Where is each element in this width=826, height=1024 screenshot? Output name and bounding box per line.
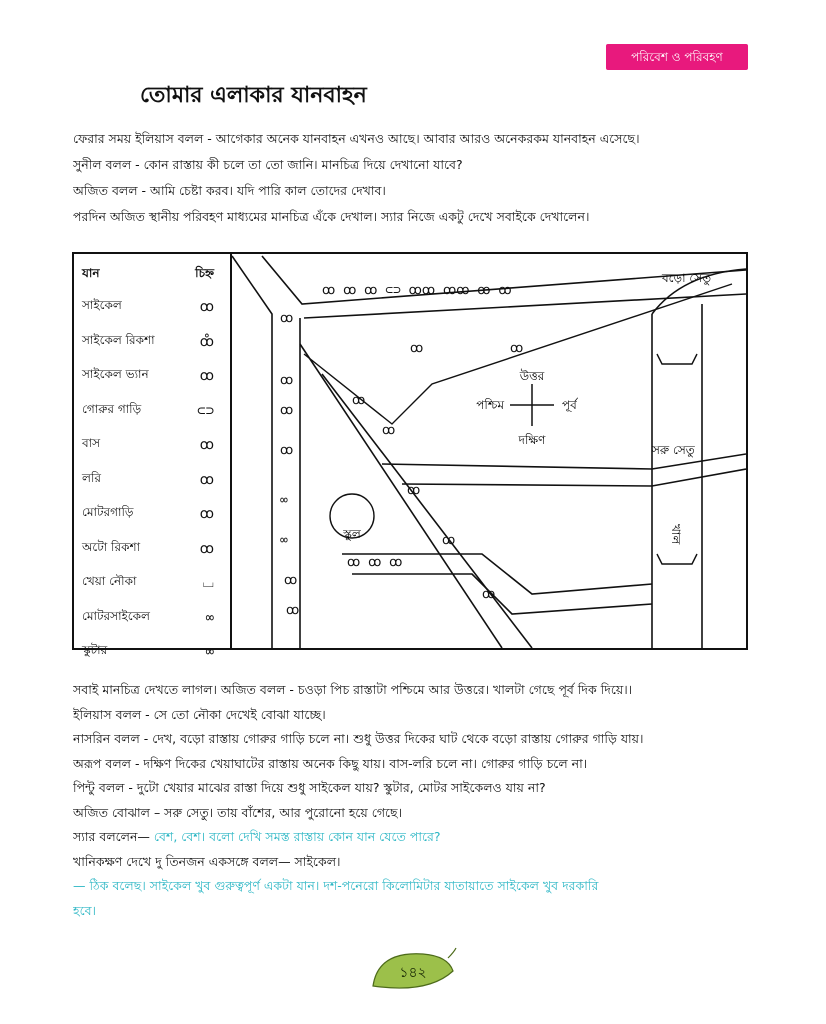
bus-icon: ꝏ (199, 437, 214, 454)
page-number: ১৪২ (399, 965, 427, 981)
vehicle-symbols-west: ∞ (280, 533, 288, 548)
dialogue-line: অজিত বোঝাল – সরু সেতু। তায় বাঁশের, আর পুরোনো হয়ে গেছে। (73, 804, 403, 820)
chapter-tag: পরিবেশ ও পরিবহণ (606, 44, 748, 70)
vehicle-symbols-west: ꝏ (280, 403, 294, 418)
legend-item-label: সাইকেল রিকশা (82, 332, 155, 347)
compass-south: দক্ষিণ (518, 433, 546, 447)
legend-item (82, 428, 222, 463)
page-number-leaf (368, 946, 458, 996)
vehicle-symbols-west: ꝏ (280, 443, 294, 458)
legend-item-label: গোরুর গাড়ি (82, 401, 142, 416)
big-bridge-label: বড়ো সেতু (662, 271, 712, 285)
vehicle-symbols-mid: ꝏ (510, 341, 524, 356)
legend-item (82, 325, 222, 360)
motorcycle-icon: ∞ (205, 609, 214, 626)
legend-item (82, 635, 222, 670)
dialogue-line: পিন্টু বলল - দুটো খেয়ার মাঝের রাস্তা দিয়ে শুধু সাইকেল যায়? স্কুটার, মোটর সাইকেলও যায় না? (73, 780, 546, 795)
legend-item-label: খেয়া নৌকা (82, 574, 137, 589)
dialogue-text (73, 678, 793, 923)
dialogue-line: ইলিয়াস বলল - সে তো নৌকা দেখেই বোঝা যাচ্ছে। (73, 706, 326, 722)
vehicle-symbols-west: ∞ (280, 493, 288, 508)
compass-north: উত্তর (519, 369, 545, 383)
dialogue-line: খানিকক্ষণ দেখে দু তিনজন একসঙ্গে বলল— সাইকেল। (73, 853, 341, 869)
legend-item (82, 532, 222, 567)
map-legend (74, 254, 232, 661)
school-label: স্কুল (343, 527, 361, 541)
legend-header-symbol: চিহ্ন (195, 266, 214, 280)
intro-line: পরদিন অজিত স্থানীয় পরিবহণ মাধ্যমের মানচিত্র এঁকে দেখাল। স্যার নিজে একটু দেখে সবাইকে দেখালেন। (73, 209, 590, 224)
lorry-icon: ꝏ (199, 471, 214, 488)
compass-west: পশ্চিম (476, 398, 504, 412)
scooter-icon: ∞ (205, 644, 214, 661)
dialogue-line: — ঠিক বলেছ। সাইকেল খুব গুরুত্বপূর্ণ একটা যান। দশ-পনেরো কিলোমিটার যাতায়াতে সাইকেল খুব দরকারি (73, 878, 599, 893)
legend-item (82, 601, 222, 636)
vehicle-symbols-diag: ꝏ (407, 483, 421, 498)
legend-item (82, 463, 222, 498)
ferry-boat-icon: ⌴ (202, 575, 214, 592)
vehicle-symbols-diag: ꝏ (382, 423, 396, 438)
legend-item (82, 290, 222, 325)
vehicle-symbols-west: ꝏ (280, 311, 294, 326)
legend-item-label: সাইকেল (82, 298, 122, 313)
legend-item-label: অটো রিকশা (82, 539, 141, 554)
page-title: তোমার এলাকার যানবাহন (140, 82, 367, 108)
transport-map (72, 252, 748, 661)
cycle-rickshaw-icon: ꝏ̊ (199, 333, 214, 350)
vehicle-symbols-mid: ꝏ (410, 341, 424, 356)
ferry-boat-icon (657, 554, 697, 564)
legend-header-vehicle: যান (82, 266, 100, 280)
intro-line: ফেরার সময় ইলিয়াস বলল - আগেকার অনেক যানবাহন এখনও আছে। আবার আরও অনেকরকম যানবাহন এসেছে। (73, 131, 640, 146)
cycle-van-icon: ꝏ (199, 368, 214, 385)
legend-item-label: লরি (82, 470, 101, 485)
map-drawing (232, 254, 746, 648)
intro-line: সুনীল বলল - কোন রাস্তায় কী চলে তা তো জানি। মানচিত্র দিয়ে দেখানো যাবে? (73, 157, 463, 172)
vehicle-symbols-north: ꝏ ꝏ ꝏ ⊂⊃ ꝏꝏ ꝏꝏ ꝏ ꝏ (322, 283, 512, 298)
vehicle-symbols-west: ꝏ (280, 373, 294, 388)
dialogue-line: সবাই মানচিত্র দেখতে লাগল। অজিত বলল - চওড়া পিচ রাস্তাটা পশ্চিমে আর উত্তরে। খালটা গেছে পূর্ব দিক দিয়ে।। (73, 682, 633, 697)
legend-item-label: সাইকেল ভ্যান (82, 367, 149, 382)
canal-label: খাল (669, 524, 683, 545)
legend-item (82, 394, 222, 429)
compass-east: পূর্ব (562, 398, 577, 412)
legend-header (82, 260, 222, 290)
legend-item-label: স্কুটার (82, 643, 108, 658)
bicycle-icon: ꝏ (199, 299, 214, 316)
auto-rickshaw-icon: ꝏ (199, 540, 214, 557)
vehicle-symbols-west: ꝏ (286, 603, 300, 618)
vehicle-symbols-south: ꝏ ꝏ ꝏ (347, 555, 403, 570)
dialogue-line: নাসরিন বলল - দেখ, বড়ো রাস্তায় গোরুর গাড়ি চলে না। শুধু উত্তর দিকের ঘাট থেকে বড়ো রাস্তায় গোরুর গাড়ি যায়। (73, 731, 644, 746)
intro-text (73, 126, 773, 230)
motor-car-icon: ꝏ (199, 506, 214, 523)
dialogue-line: অরূপ বলল - দক্ষিণ দিকের খেয়াঘাটের রাস্তায় অনেক কিছু যায়। বাস-লরি চলে না। গোরুর গাড়ি চলে না। (73, 755, 588, 771)
bullock-cart-icon: ⊂⊃ (197, 402, 214, 419)
vehicle-symbols-diag: ꝏ (352, 393, 366, 408)
legend-item (82, 359, 222, 394)
vehicle-symbols-south: ꝏ (482, 587, 496, 602)
small-bridge-label: সরু সেতু (652, 443, 695, 457)
legend-item-label: মোটরগাড়ি (82, 505, 134, 520)
dialogue-line: স্যার বললেন— বেশ, বেশ। বলো দেখি সমস্ত রাস্তায় কোন যান যেতে পারে? (73, 829, 441, 844)
intro-line: অজিত বলল - আমি চেষ্টা করব। যদি পারি কাল তোদের দেখাব। (73, 183, 386, 198)
vehicle-symbols-diag: ꝏ (442, 533, 456, 548)
ferry-boat-icon (657, 354, 697, 364)
legend-item-label: মোটরসাইকেল (82, 608, 150, 623)
legend-item (82, 566, 222, 601)
legend-item (82, 497, 222, 532)
vehicle-symbols-west: ꝏ (284, 573, 298, 588)
legend-item-label: বাস (82, 436, 101, 451)
dialogue-line: হবে। (73, 902, 97, 918)
